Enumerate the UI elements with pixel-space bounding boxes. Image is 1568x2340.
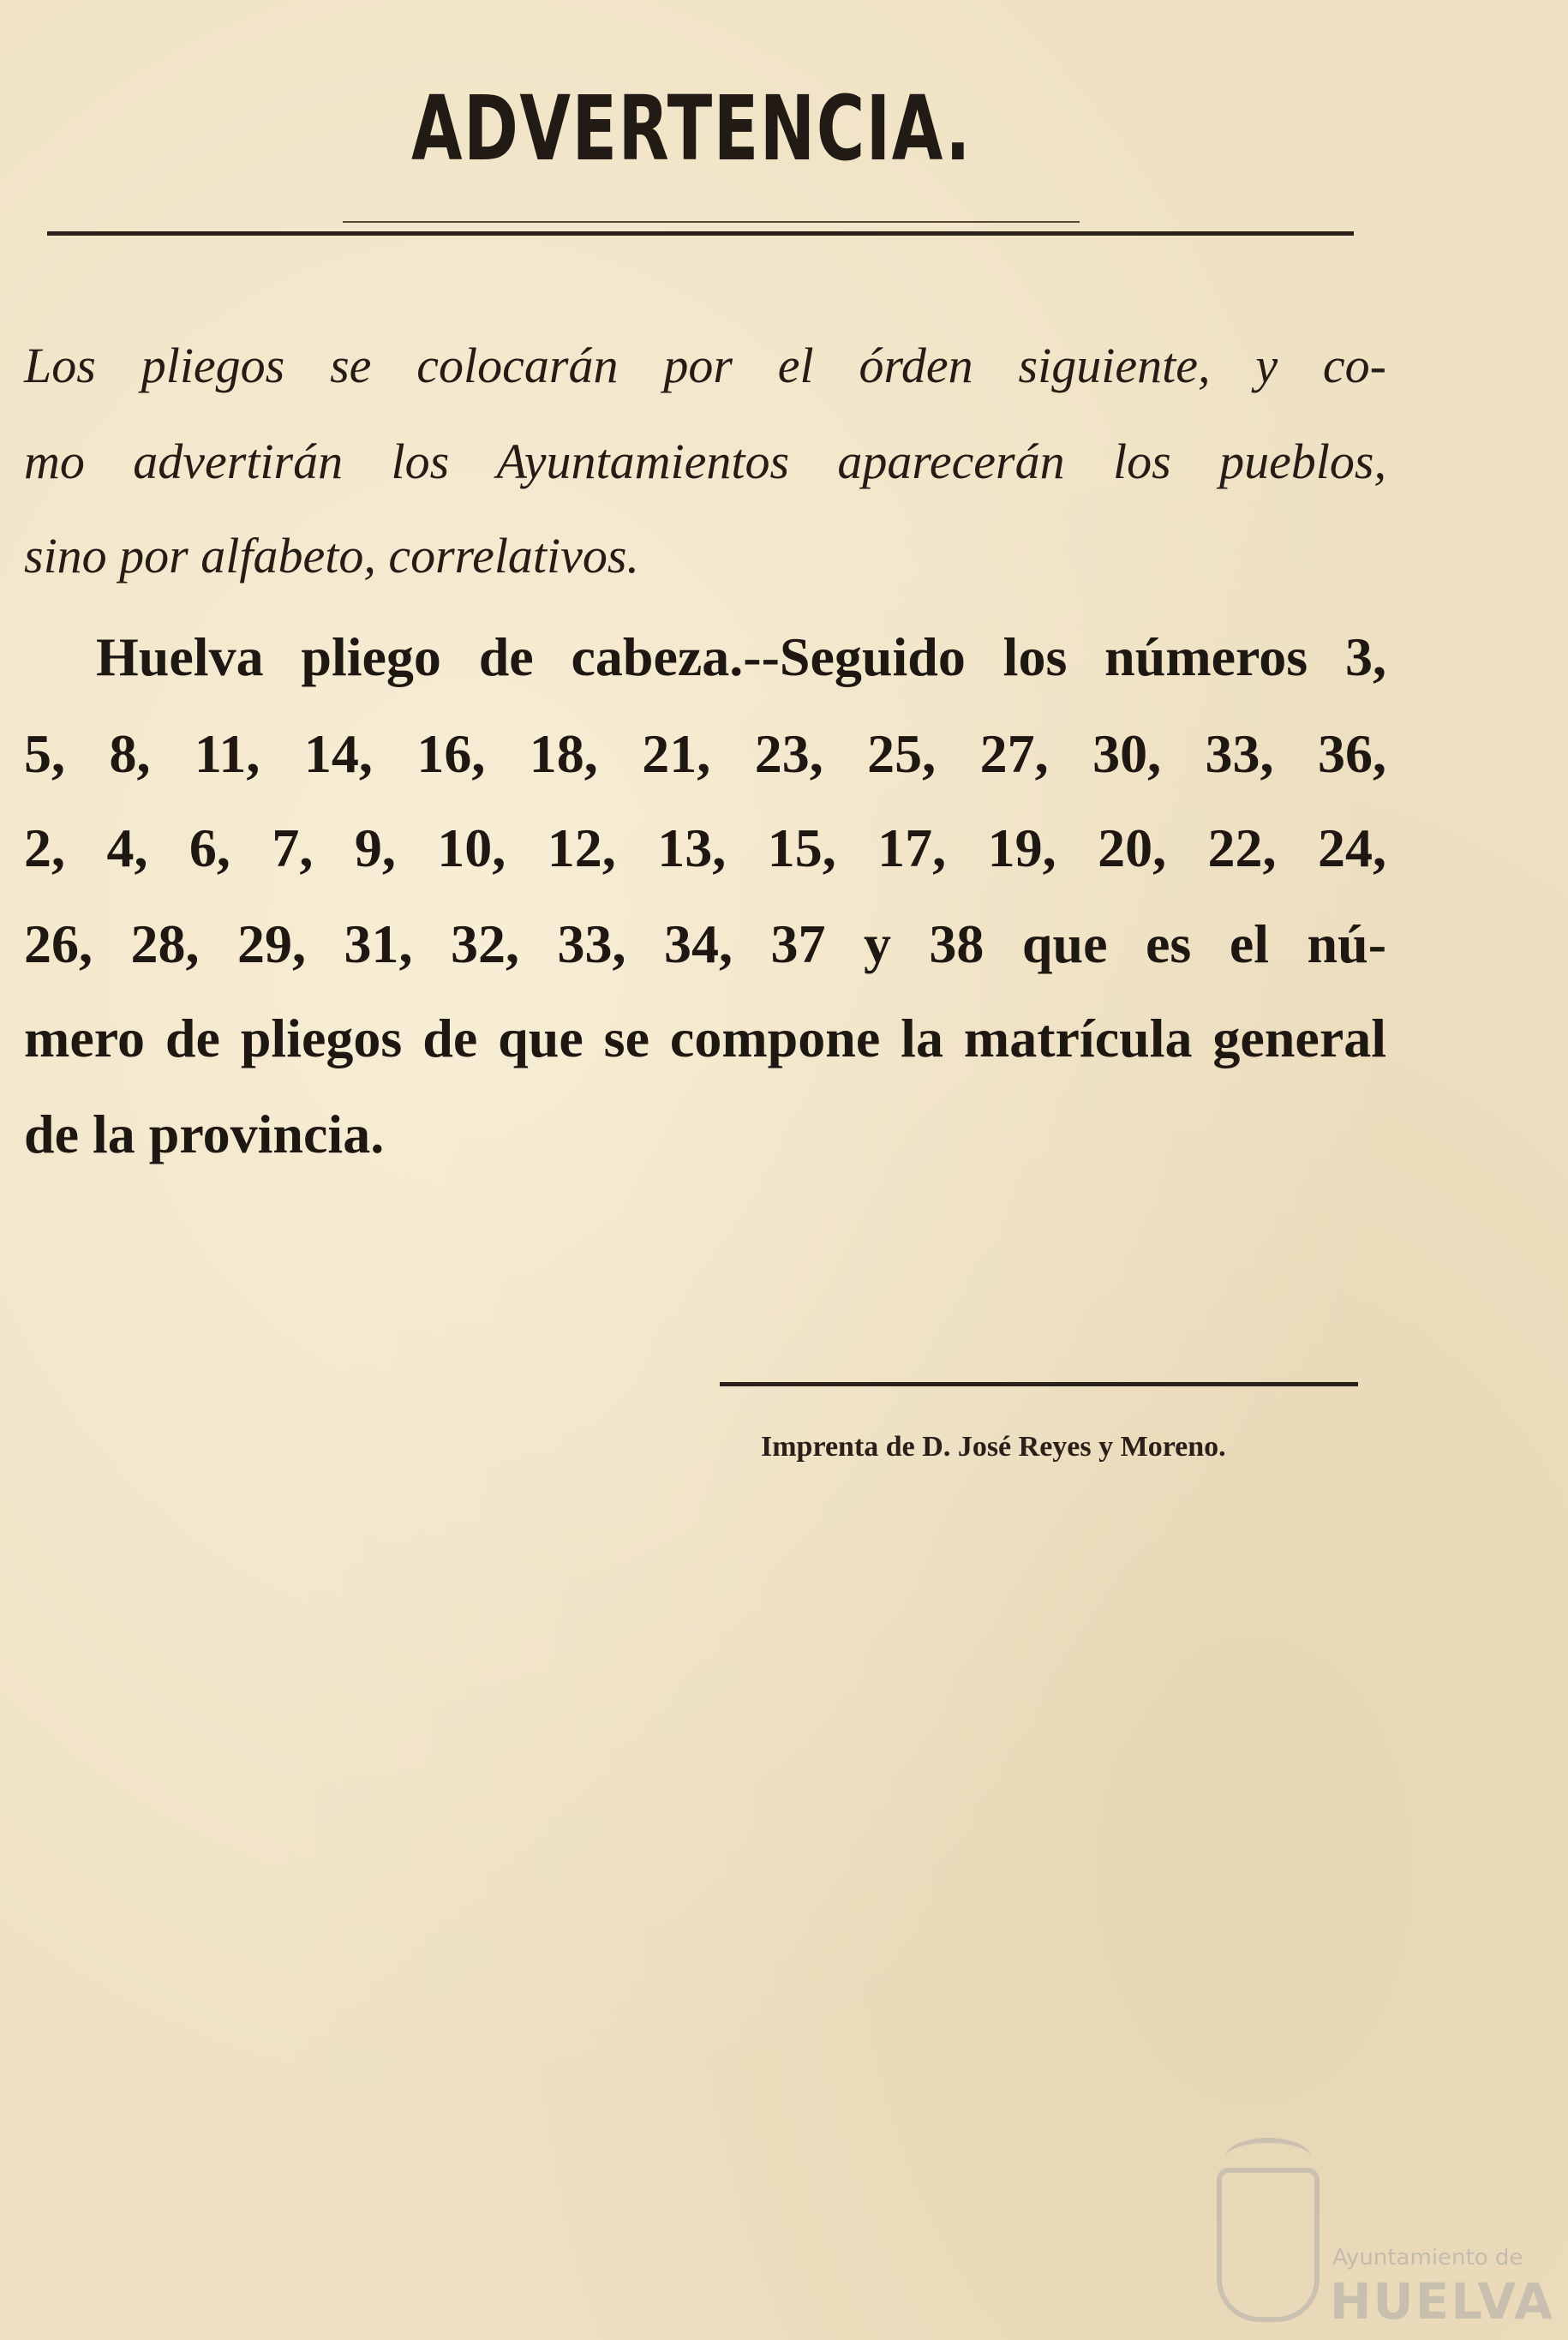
watermark-small-text: Ayuntamiento de (1332, 2245, 1523, 2271)
body-line-1: Huelva pliego de cabeza.--Seguido los números 3, (96, 626, 1386, 687)
intro-line-1: Los pliegos se colocarán por el órden siguiente, y co- (24, 338, 1386, 393)
imprint-rule (720, 1382, 1358, 1386)
title-rule (47, 231, 1354, 236)
page-title: ADVERTENCIA. (411, 76, 972, 181)
watermark-large-text: HUELVA (1330, 2272, 1555, 2331)
title-rule-thin (343, 221, 1080, 223)
body-line-3: 2, 4, 6, 7, 9, 10, 12, 13, 15, 17, 19, 20, 22, 24, (24, 817, 1386, 878)
intro-line-3: sino por alfabeto, correlativos. (24, 528, 639, 584)
coat-of-arms-icon (1217, 2168, 1320, 2322)
body-line-5: mero de pliegos de que se compone la matrícula general (24, 1008, 1386, 1068)
imprint: Imprenta de D. José Reyes y Moreno. (761, 1431, 1226, 1463)
intro-line-2: mo advertirán los Ayuntamientos aparecerán los pueblos, (24, 434, 1386, 489)
body-line-4: 26, 28, 29, 31, 32, 33, 34, 37 y 38 que es el nú- (24, 913, 1386, 974)
body-line-2: 5, 8, 11, 14, 16, 18, 21, 23, 25, 27, 30, 33, 36, (24, 723, 1386, 784)
body-line-6: de la provincia. (24, 1104, 385, 1164)
